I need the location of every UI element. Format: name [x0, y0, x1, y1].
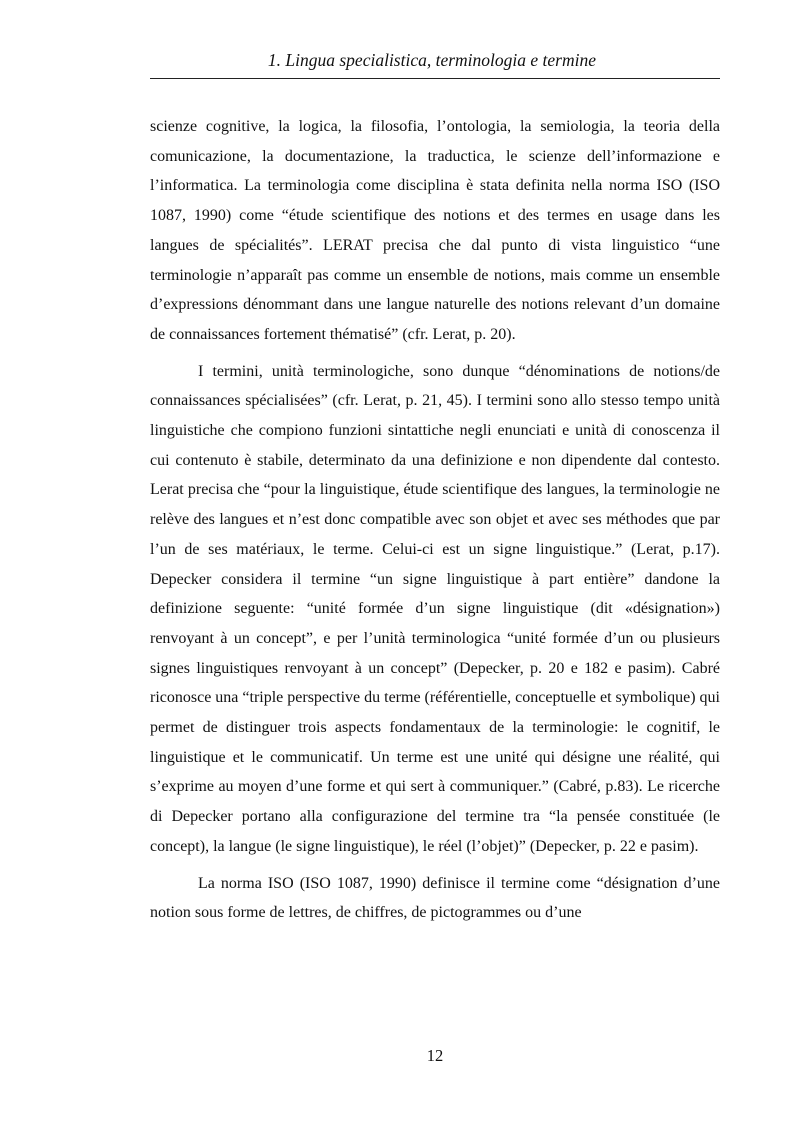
paragraph-continuation: scienze cognitive, la logica, la filosofia, l’ontologia, la semiologia, la teoria della comunicazione, la documentazione, la traductica, le scienze dell’informazione e l’informatica. La terminologia come disciplina è stata definita nella norma ISO (ISO 1087, 1990) come “étude scientifique des notions et des termes en usage dans les langues de spécialités”. LERAT precisa che dal punto di vista linguistico “une terminologie n’apparaît pas comme un ensemble de notions, mais comme un ensemble d’expressions dénommant dans une langue naturelle des notions relevant d’un domaine de connaissances fortement thématisé” (cfr. Lerat, p. 20). — [150, 118, 720, 343]
page-number: 12 — [426, 1046, 444, 1065]
paragraph-termini: I termini, unità terminologiche, sono dunque “dénominations de notions/de connaissances spécialisées” (cfr. Lerat, p. 21, 45). I termini sono allo stesso tempo unità linguistiche che compiono funzioni sintattiche negli enunciati e unità di conoscenza il cui contenuto è stabile, determinato da una definizione e non dipendente dal contesto. Lerat precisa che “pour la linguistique, étude scientifique des langues, la terminologie ne relève des langues et n’est donc compatible avec son objet et avec ses méthodes que par l’un de ses matériaux, le terme. Celui-ci est un signe linguistique.” (Lerat, p.17). Depecker considera il termine “un signe linguistique à part entière” dandone la definizione seguente: “unité formée d’un signe linguistique (dit «désignation») renvoyant à un concept”, e per l’unità terminologica “unité formée d’un ou plusieurs signes linguistiques renvoyant à un concept” (Depecker, p. 20 e 182 e pasim). Cabré riconosce una “triple perspective du terme (référentielle, conceptuelle et symbolique) qui permet de distinguer trois aspects fondamentaux de la terminologie: le cognitif, le linguistique et le communicatif. Un terme est une unité qui désigne une réalité, qui s’exprime au moyen d’une forme et qui sert à communiquer.” (Cabré, p.83). Le ricerche di Depecker portano alla configurazione del termine tra “la pensée constituée (le concept), la langue (le signe linguistique), le réel (l’objet)” (Depecker, p. 22 e pasim). — [150, 362, 720, 855]
paragraph-norma-iso: La norma ISO (ISO 1087, 1990) definisce il termine come “désignation d’une notion sous forme de lettres, de chiffres, de pictogrammes ou d’une — [150, 874, 720, 922]
running-header: 1. Lingua specialistica, terminologia e termine — [267, 50, 596, 70]
header-rule — [150, 78, 720, 79]
body-text — [150, 112, 720, 935]
